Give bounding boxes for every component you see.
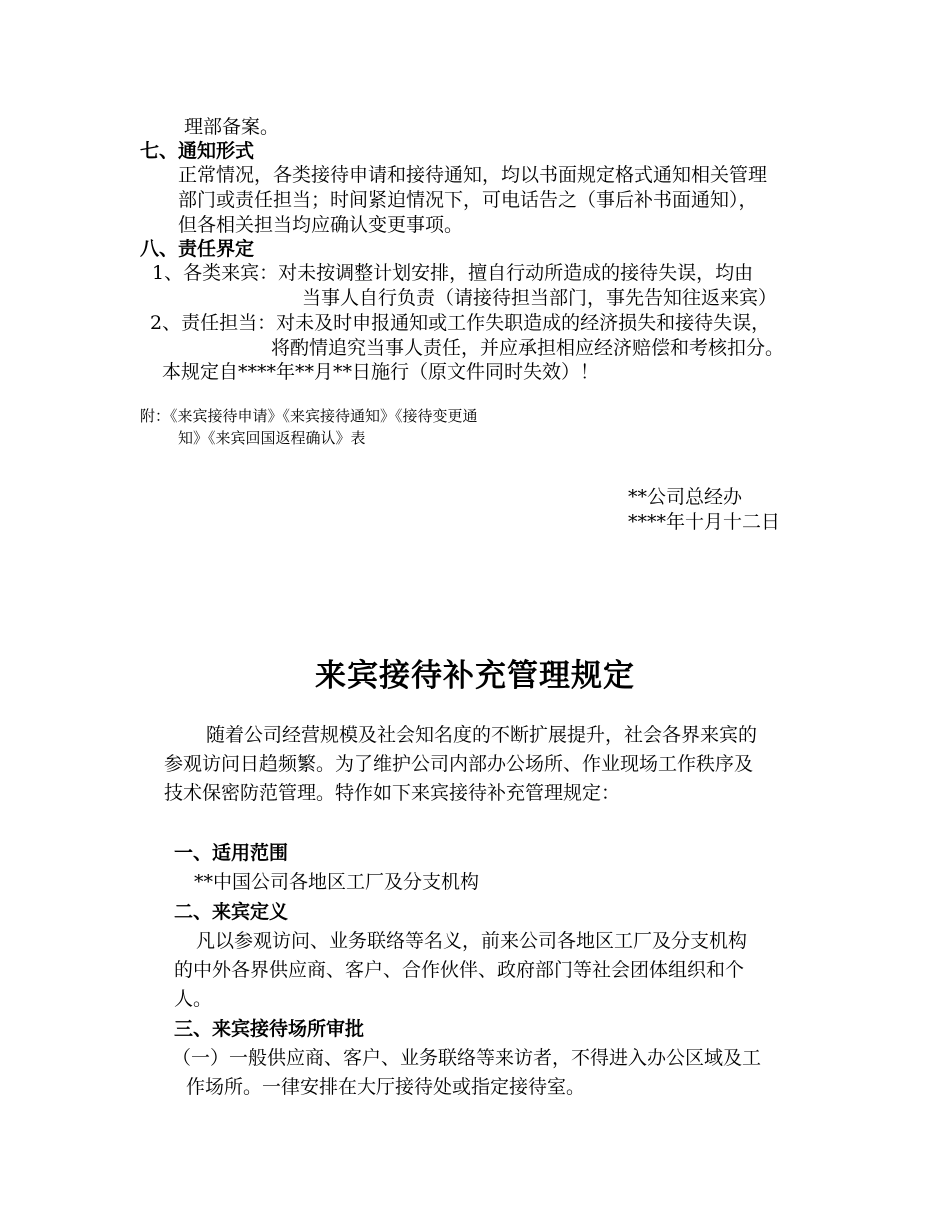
attachment-line: 知》《来宾回国返程确认》表 — [178, 429, 366, 447]
text-line: 部门或责任担当；时间紧迫情况下，可电话告之（事后补书面通知）， — [178, 189, 758, 211]
section-heading: 七、通知形式 — [140, 140, 255, 162]
text-line: **中国公司各地区工厂及分支机构 — [194, 871, 480, 893]
intro-line: 参观访问日趋频繁。为了维护公司内部办公场所、作业现场工作秩序及 — [164, 753, 754, 775]
text-line: 的中外各界供应商、客户、合作伙伴、政府部门等社会团体组织和个 — [174, 959, 745, 981]
text-line: 理部备案。 — [184, 116, 280, 138]
list-item-continuation: 当事人自行负责（请接待担当部门，事先告知往返来宾） — [302, 287, 778, 309]
list-item-continuation: 作场所。一律安排在大厅接待处或指定接待室。 — [186, 1076, 586, 1098]
attachment-line: 附：《来宾接待申请》《来宾接待通知》《接待变更通 — [140, 407, 478, 425]
text-line: 正常情况，各类接待申请和接待通知，均以书面规定格式通知相关管理 — [178, 164, 768, 186]
section-heading: 二、来宾定义 — [174, 901, 289, 923]
document-title: 来宾接待补充管理规定 — [315, 658, 635, 694]
effective-date-line: 本规定自****年**月**日施行（原文件同时失效）！ — [162, 361, 600, 383]
signature-org: **公司总经办 — [628, 486, 743, 508]
signature-date: ****年十月十二日 — [628, 511, 781, 533]
text-line: 凡以参观访问、业务联络等名义，前来公司各地区工厂及分支机构 — [196, 930, 748, 952]
section-heading: 一、适用范围 — [174, 842, 289, 864]
section-heading: 三、来宾接待场所审批 — [174, 1018, 365, 1040]
text-line: 但各相关担当均应确认变更事项。 — [178, 214, 464, 236]
intro-line: 随着公司经营规模及社会知名度的不断扩展提升，社会各界来宾的 — [206, 724, 758, 746]
section-heading: 八、责任界定 — [140, 238, 255, 260]
text-line: 人。 — [174, 988, 213, 1010]
list-item: 2、责任担当：对未及时申报通知或工作失职造成的经济损失和接待失误， — [150, 312, 771, 334]
list-item-continuation: 将酌情追究当事人责任，并应承担相应经济赔偿和考核扣分。 — [271, 337, 785, 359]
list-item: （一）一般供应商、客户、业务联络等来访者，不得进入办公区域及工 — [172, 1047, 762, 1069]
intro-line: 技术保密防范管理。特作如下来宾接待补充管理规定： — [164, 782, 621, 804]
list-item: 1、各类来宾：对未按调整计划安排，擅自行动所造成的接待失误，均由 — [152, 262, 754, 284]
